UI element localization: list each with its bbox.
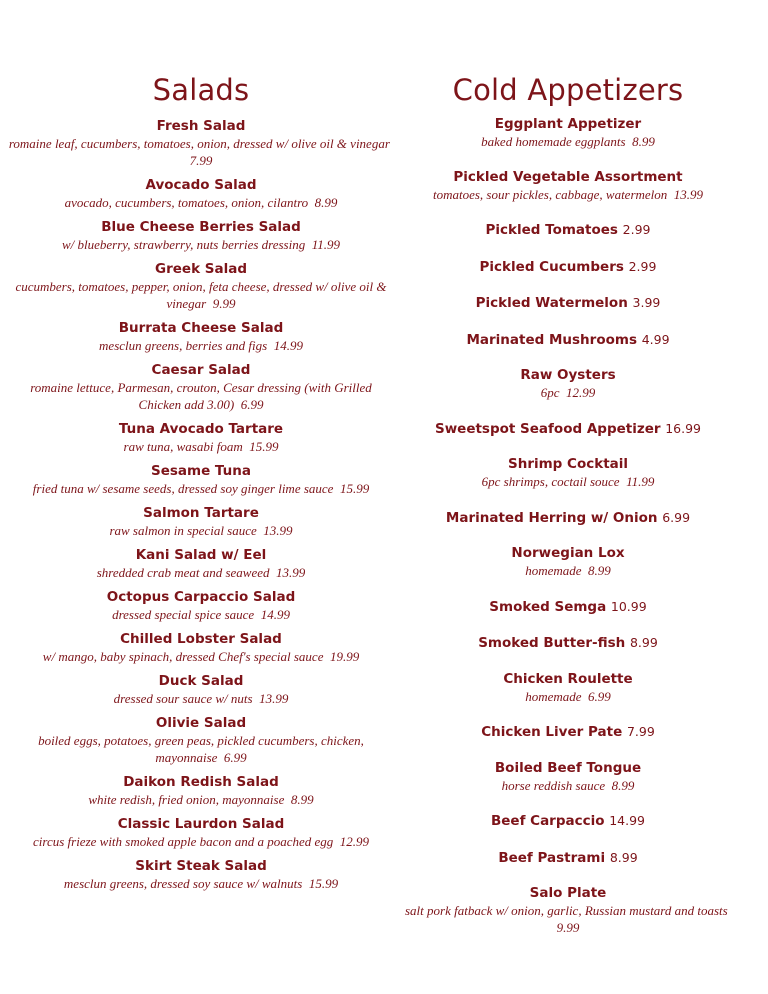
salad-item-description xyxy=(8,135,394,169)
salad-item-name xyxy=(8,320,394,337)
appetizer-item-price: 8.99 xyxy=(588,563,611,578)
salad-item-price: 9.99 xyxy=(212,296,236,311)
salad-item-description xyxy=(8,875,394,892)
salad-item xyxy=(8,362,394,413)
appetizer-item-name xyxy=(402,885,734,902)
appetizer-item-price: 3.99 xyxy=(632,295,661,310)
appetizer-item-price: 6.99 xyxy=(662,509,691,525)
salad-item-description-text: boiled eggs, potatoes, green peas, pickled cucumbers, chicken, mayonnaise xyxy=(38,733,364,765)
salad-item xyxy=(8,589,394,623)
salad-item xyxy=(8,505,394,539)
appetizer-item-description xyxy=(402,688,734,705)
salad-item-description-text: white redish, fried onion, mayonnaise xyxy=(88,792,285,807)
salad-item-description xyxy=(8,379,394,413)
appetizer-item xyxy=(402,849,734,867)
salad-item-name xyxy=(8,774,394,791)
salad-item-description-text: dressed special spice sauce xyxy=(112,607,255,622)
appetizer-item-price: 11.99 xyxy=(626,474,655,489)
appetizer-item-name xyxy=(402,367,734,384)
appetizer-item-description-text: homemade xyxy=(525,563,582,578)
salad-item xyxy=(8,118,394,169)
appetizer-item-title: Pickled Tomatoes xyxy=(485,222,618,238)
salad-item-description xyxy=(8,438,394,455)
salad-item-description xyxy=(8,278,394,312)
salad-item-price: 19.99 xyxy=(329,649,360,664)
appetizer-item-title: Marinated Mushrooms xyxy=(466,331,637,348)
salad-item-description xyxy=(8,522,394,539)
salad-item-name xyxy=(8,673,394,690)
salad-item-price: 6.99 xyxy=(240,397,264,412)
appetizer-item xyxy=(402,258,734,276)
salad-item-name xyxy=(8,631,394,648)
salad-item-title: Greek Salad xyxy=(155,261,247,277)
salad-item-name xyxy=(8,547,394,564)
appetizer-item-price: 13.99 xyxy=(673,186,704,202)
salad-item-name xyxy=(8,816,394,833)
appetizer-item-title: Sweetspot Seafood Appetizer xyxy=(434,420,661,437)
appetizer-item-price: 8.99 xyxy=(609,849,638,865)
appetizer-item-description xyxy=(402,902,734,936)
appetizer-item-description-text: 6pc shrimps, coctail souce xyxy=(481,474,620,489)
salad-item-price: 14.99 xyxy=(260,607,290,622)
salad-item-name xyxy=(8,118,394,135)
salad-item-title: Chilled Lobster Salad xyxy=(120,631,282,647)
appetizer-item-name xyxy=(402,258,734,276)
appetizer-item xyxy=(402,812,734,830)
appetizer-item-title: Smoked Semga xyxy=(489,598,607,615)
salad-item-price: 8.99 xyxy=(314,195,338,210)
salad-item-title: Caesar Salad xyxy=(151,362,251,378)
cold-appetizers-list xyxy=(402,116,734,936)
salad-item-name xyxy=(8,505,394,522)
appetizer-item xyxy=(402,331,734,349)
salad-item-title: Olivie Salad xyxy=(155,715,247,731)
appetizer-item-description-text: homemade xyxy=(525,688,582,704)
salad-item-title: Avocado Salad xyxy=(145,177,257,193)
salad-item-description xyxy=(8,236,394,253)
appetizer-item-price: 9.99 xyxy=(556,920,580,935)
salad-item-name xyxy=(8,858,394,875)
salad-item xyxy=(8,715,394,766)
salad-item-description-text: romaine leaf, cucumbers, tomatoes, onion, dressed w/ olive oil & vinegar xyxy=(8,136,390,151)
salad-item-description xyxy=(8,690,394,707)
appetizer-item xyxy=(402,545,734,579)
salad-item-title: Classic Laurdon Salad xyxy=(117,816,285,832)
appetizer-item xyxy=(402,169,734,203)
salad-item-description-text: dressed sour sauce w/ nuts xyxy=(113,691,253,706)
appetizer-item-name xyxy=(402,116,734,133)
salad-item-name xyxy=(8,219,394,236)
salad-item xyxy=(8,219,394,253)
salad-item-name xyxy=(8,261,394,278)
salad-item xyxy=(8,463,394,497)
appetizer-item xyxy=(402,221,734,239)
appetizer-item-title: Pickled Watermelon xyxy=(475,295,628,311)
appetizer-item-price: 8.99 xyxy=(632,134,655,149)
salad-item-price: 15.99 xyxy=(249,439,279,454)
appetizer-item-title: Marinated Herring w/ Onion xyxy=(445,509,658,526)
salad-item-title: Blue Cheese Berries Salad xyxy=(101,219,301,235)
salad-item-description xyxy=(8,480,394,497)
appetizer-item-price: 10.99 xyxy=(610,598,647,614)
appetizer-item xyxy=(402,598,734,616)
appetizer-item xyxy=(402,456,734,490)
salad-item xyxy=(8,774,394,808)
salad-item xyxy=(8,177,394,211)
appetizer-item-title: Chicken Roulette xyxy=(503,670,633,687)
salad-item-price: 14.99 xyxy=(273,338,303,353)
salad-item-name xyxy=(8,177,394,194)
salad-item-title: Burrata Cheese Salad xyxy=(118,320,284,336)
appetizer-item-title: Smoked Butter-fish xyxy=(478,635,626,651)
salad-item-title: Skirt Steak Salad xyxy=(135,858,267,874)
appetizer-item-description-text: salt pork fatback w/ onion, garlic, Russian mustard and toasts xyxy=(405,903,728,918)
appetizer-item-name xyxy=(402,849,734,867)
salads-list xyxy=(8,118,394,892)
appetizer-item-description-text: horse reddish sauce xyxy=(501,777,606,793)
appetizer-item-description-text: 6pc xyxy=(540,385,560,400)
cold-appetizers-column xyxy=(402,70,734,955)
salad-item xyxy=(8,320,394,354)
appetizer-item xyxy=(402,723,734,741)
salad-item-price: 13.99 xyxy=(259,691,289,706)
salad-item-title: Kani Salad w/ Eel xyxy=(135,547,267,563)
appetizer-item-price: 16.99 xyxy=(665,420,702,436)
appetizer-item xyxy=(402,420,734,438)
appetizer-item-name xyxy=(402,760,734,777)
appetizer-item xyxy=(402,294,734,312)
appetizer-item-price: 2.99 xyxy=(622,222,651,237)
salad-item-description-text: raw salmon in special sauce xyxy=(109,523,257,538)
appetizer-item-name xyxy=(402,456,734,473)
appetizer-item-name xyxy=(402,812,734,830)
appetizer-item-price: 4.99 xyxy=(641,331,670,347)
appetizer-item-name xyxy=(402,598,734,616)
appetizer-item-description xyxy=(402,384,734,401)
appetizer-item-price: 8.99 xyxy=(629,635,658,650)
salad-item-title: Daikon Redish Salad xyxy=(123,774,279,790)
appetizer-item-title: Shrimp Cocktail xyxy=(507,456,629,472)
appetizer-item-price: 12.99 xyxy=(566,385,596,400)
salad-item xyxy=(8,421,394,455)
salad-item-description-text: circus frieze with smoked apple bacon and a poached egg xyxy=(32,834,334,849)
salad-item-price: 15.99 xyxy=(339,481,370,496)
salad-item-price: 11.99 xyxy=(311,237,341,252)
salad-item-description xyxy=(8,732,394,766)
salad-item-title: Tuna Avocado Tartare xyxy=(118,421,284,437)
appetizer-item xyxy=(402,671,734,705)
appetizer-item-title: Beef Carpaccio xyxy=(490,813,605,829)
salad-item-description-text: mesclun greens, berries and figs xyxy=(99,338,268,353)
salad-item-title: Sesame Tuna xyxy=(150,463,251,479)
appetizer-item-name xyxy=(402,634,734,652)
salad-item-description xyxy=(8,564,394,581)
salad-item-name xyxy=(8,421,394,438)
appetizer-item-title: Raw Oysters xyxy=(520,367,616,383)
appetizer-item xyxy=(402,116,734,150)
appetizer-item-description-text: baked homemade eggplants xyxy=(481,134,626,149)
appetizer-item-name xyxy=(402,509,734,527)
cold-appetizers-heading: Cold Appetizers xyxy=(452,73,684,107)
salad-item-description-text: raw tuna, wasabi foam xyxy=(123,439,243,454)
salad-item-price: 13.99 xyxy=(276,565,306,580)
salad-item-name xyxy=(8,589,394,606)
salad-item-description-text: cucumbers, tomatoes, pepper, onion, feta cheese, dressed w/ olive oil & vinegar xyxy=(15,279,387,311)
appetizer-item xyxy=(402,634,734,652)
appetizer-item xyxy=(402,509,734,527)
salad-item-name xyxy=(8,362,394,379)
appetizer-item-price: 14.99 xyxy=(609,813,646,828)
appetizer-item xyxy=(402,760,734,794)
salad-item-description-text: fried tuna w/ sesame seeds, dressed soy ginger lime sauce xyxy=(32,481,334,496)
appetizer-item-description xyxy=(402,473,734,490)
salad-item-price: 8.99 xyxy=(290,792,314,807)
salad-item-price: 13.99 xyxy=(263,523,293,538)
salad-item-description xyxy=(8,791,394,808)
salad-item xyxy=(8,858,394,892)
salad-item-name xyxy=(8,463,394,480)
salad-item-title: Fresh Salad xyxy=(156,118,246,134)
appetizer-item-title: Beef Pastrami xyxy=(498,849,606,866)
salad-item xyxy=(8,631,394,665)
salad-item-title: Duck Salad xyxy=(158,673,244,689)
salad-item-title: Salmon Tartare xyxy=(143,505,259,521)
appetizer-item-description-text: tomatoes, sour pickles, cabbage, watermelon xyxy=(432,186,668,202)
salad-item-price: 7.99 xyxy=(189,153,213,168)
salads-heading: Salads xyxy=(152,73,250,107)
appetizer-item-price: 7.99 xyxy=(626,724,655,739)
appetizer-item-name xyxy=(402,420,734,438)
salad-item-description xyxy=(8,194,394,211)
salad-item-price: 12.99 xyxy=(339,834,369,849)
appetizer-item-title: Pickled Vegetable Assortment xyxy=(453,168,683,185)
appetizer-item-name xyxy=(402,294,734,312)
appetizer-item-price: 6.99 xyxy=(588,688,611,704)
appetizer-item-name xyxy=(402,331,734,349)
salad-item-name xyxy=(8,715,394,732)
salad-item-description-text: shredded crab meat and seaweed xyxy=(96,565,270,580)
appetizer-item-description xyxy=(402,133,734,150)
salad-item-price: 6.99 xyxy=(223,750,247,765)
salad-item-description xyxy=(8,648,394,665)
appetizer-item-title: Boiled Beef Tongue xyxy=(494,759,642,776)
salad-item-title: Octopus Carpaccio Salad xyxy=(106,589,296,605)
appetizer-item-description xyxy=(402,562,734,579)
salad-item-description-text: romaine lettuce, Parmesan, crouton, Cesar dressing (with Grilled Chicken add 3.00) xyxy=(30,380,372,412)
appetizer-item-description xyxy=(402,186,734,203)
salad-item-description xyxy=(8,606,394,623)
appetizer-item-title: Eggplant Appetizer xyxy=(494,116,642,132)
salad-item xyxy=(8,816,394,850)
appetizer-item-title: Chicken Liver Pate xyxy=(481,724,623,740)
appetizer-item-name xyxy=(402,723,734,741)
appetizer-item-title: Norwegian Lox xyxy=(511,545,625,561)
salad-item xyxy=(8,547,394,581)
salad-item xyxy=(8,261,394,312)
salad-item-price: 15.99 xyxy=(308,876,339,891)
appetizer-item-name xyxy=(402,671,734,688)
appetizer-item xyxy=(402,367,734,401)
appetizer-item-name xyxy=(402,169,734,186)
appetizer-item-title: Pickled Cucumbers xyxy=(479,258,624,275)
salad-item-description-text: w/ blueberry, strawberry, nuts berries dressing xyxy=(61,237,306,252)
salad-item-description xyxy=(8,337,394,354)
salads-column xyxy=(8,70,394,900)
appetizer-item-name xyxy=(402,545,734,562)
salad-item xyxy=(8,673,394,707)
appetizer-item-name xyxy=(402,221,734,239)
appetizer-item-price: 8.99 xyxy=(611,777,635,793)
salad-item-description-text: w/ mango, baby spinach, dressed Chef's special sauce xyxy=(42,649,324,664)
appetizer-item-description xyxy=(402,777,734,794)
salad-item-description-text: avocado, cucumbers, tomatoes, onion, cilantro xyxy=(64,195,309,210)
salad-item-description xyxy=(8,833,394,850)
appetizer-item xyxy=(402,885,734,936)
salad-item-description-text: mesclun greens, dressed soy sauce w/ walnuts xyxy=(63,876,303,891)
appetizer-item-price: 2.99 xyxy=(628,258,657,274)
appetizer-item-title: Salo Plate xyxy=(529,885,607,901)
